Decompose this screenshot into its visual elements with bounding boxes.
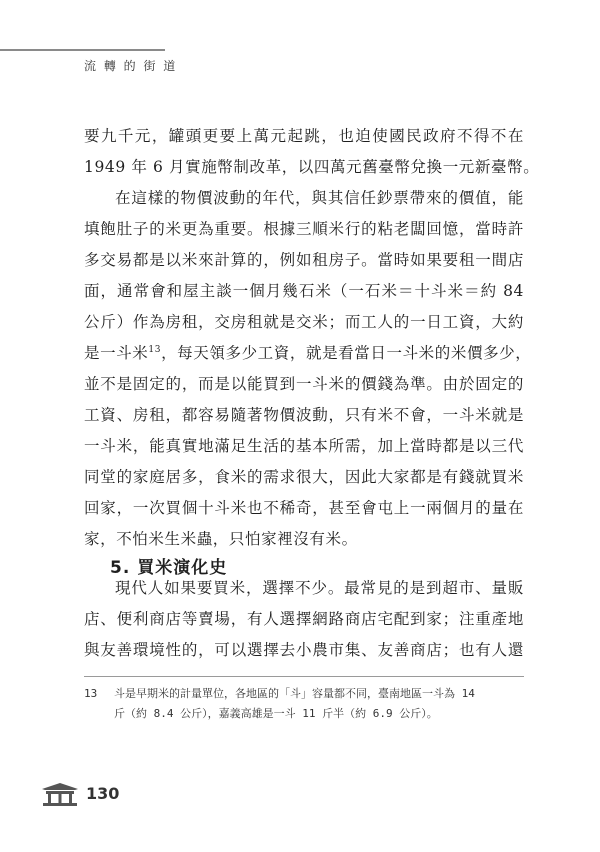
footnote-rule [84,676,524,677]
text-line: 並不是固定的，而是以能買到一斗米的價錢為準。由於固定的 [84,375,524,393]
text-line: 回家，一次買個十斗米也不稀奇，甚至會屯上一兩個月的量在 [84,499,524,517]
text-line: 現代人如果要買米，選擇不少。最常見的是到超市、量販 [115,579,524,597]
footnote-number: 13 [84,687,98,700]
pavilion-icon [40,782,80,806]
text-line: 一斗米，能真實地滿足生活的基本所需，加上當時都是以三代 [84,437,524,455]
header-rule [0,49,165,51]
text-line: 與友善環境性的，可以選擇去小農市集、友善商店；也有人還 [84,641,524,659]
running-header [0,0,600,80]
text-line: 填飽肚子的米更為重要。根據三順米行的粘老闆回憶，當時許 [84,220,524,238]
text-line: 1949 年 6 月實施幣制改革，以四萬元舊臺幣兌換一元新臺幣。 [84,158,540,176]
text-segment: 是一斗米 [84,344,149,362]
text-line: 公斤）作為房租，交房租就是交米；而工人的一日工資，大約 [84,313,524,331]
footnote-ref[interactable]: 13 [148,345,162,355]
text-line: 面，通常會和屋主談一個月幾石米（一石米＝十斗米＝約 84 [84,282,524,300]
text-line: 家，不怕米生米蟲，只怕家裡沒有米。 [84,530,358,548]
text-line-with-footnote-ref [84,338,532,369]
text-line: 在這樣的物價波動的年代，與其信任鈔票帶來的價值，能 [115,189,524,207]
text-line: 店、便利商店等賣場，有人選擇網路商店宅配到家；注重產地 [84,610,524,628]
text-segment: ，每天領多少工資，就是看當日一斗米的米價多少， [161,344,532,362]
text-line: 工資、房租，都容易隨著物價波動，只有米不會，一斗米就是 [84,406,524,424]
text-line: 多交易都是以米來計算的，例如租房子。當時如果要租一間店 [84,251,524,269]
body-text [84,121,540,555]
book-title: 流 轉 的 街 道 [84,59,178,73]
section-body [84,573,524,666]
footnote-line: 斤（約 8.4 公斤），嘉義高雄是一斗 11 斤半（約 6.9 公斤）。 [114,707,438,720]
text-line: 要九千元，罐頭更要上萬元起跳，也迫使國民政府不得不在 [84,127,524,145]
footnote [84,684,524,724]
footnote-line [84,684,524,704]
section-title: 5. 買米演化史 [110,558,228,578]
footnote-text: 斗是早期米的計量單位，各地區的「斗」容量都不同，臺南地區一斗為 14 [114,687,475,700]
text-line: 同堂的家庭居多，食米的需求很大，因此大家都是有錢就買米 [84,468,524,486]
page-number: 130 [86,784,120,803]
